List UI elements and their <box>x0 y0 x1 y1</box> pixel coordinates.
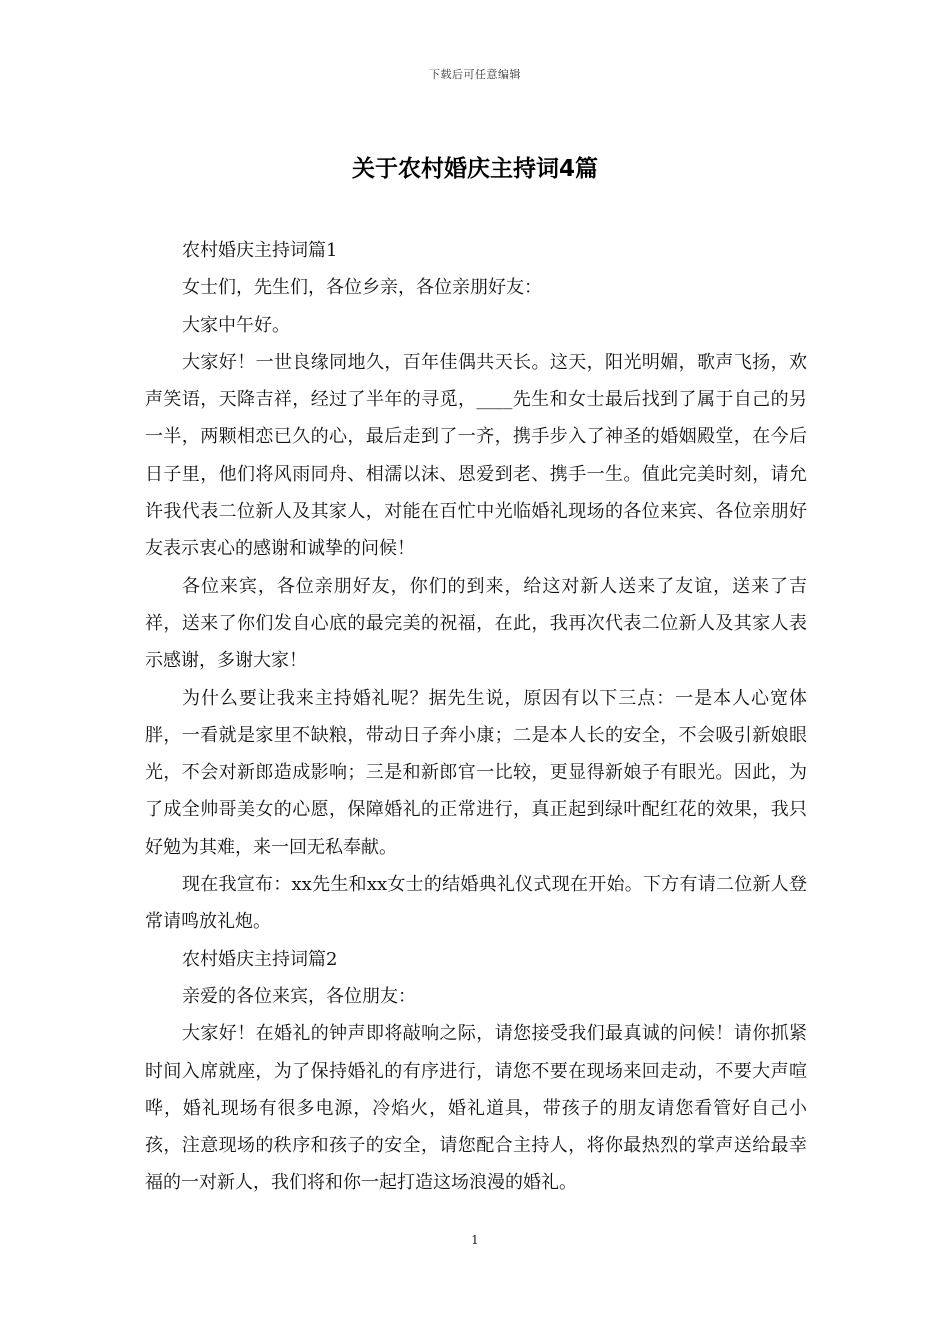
body-paragraph: 大家好！一世良缘同地久，百年佳偶共天长。这天，阳光明媚，歌声飞扬，欢声笑语，天降吉祥，经过了半年的寻觅，____先生和女士最后找到了属于自己的另一半，两颗相恋已久的心，最后走到了一齐，携手步入了神圣的婚姻殿堂，在今后日子里，他们将风雨同舟、相濡以沫、恩爱到老、携手一生。值此完美时刻，请允许我代表二位新人及其家人，对能在百忙中光临婚礼现场的各位来宾、各位亲朋好友表示衷心的感谢和诚挚的问候！ <box>145 351 807 560</box>
document-title: 关于农村婚庆主持词4篇 <box>351 156 598 182</box>
page-number: 1 <box>471 1233 479 1247</box>
salutation-paragraph: 女士们，先生们，各位乡亲，各位亲朋好友： <box>182 277 542 299</box>
header-note: 下载后可任意编辑 <box>429 68 521 81</box>
body-paragraph: 各位来宾，各位亲朋好友，你们的到来，给这对新人送来了友谊，送来了吉祥，送来了你们发自心底的最完美的祝福，在此，我再次代表二位新人及其家人表示感谢，多谢大家！ <box>145 575 807 672</box>
body-paragraph: 大家好！在婚礼的钟声即将敲响之际，请您接受我们最真诚的问候！请你抓紧时间入席就座，为了保持婚礼的有序进行，请您不要在现场来回走动，不要大声喧哗，婚礼现场有很多电源，冷焰火，婚礼道具，带孩子的朋友请您看管好自己小孩，注意现场的秩序和孩子的安全，请您配合主持人，将你最热烈的掌声送给最幸福的一对新人，我们将和你一起打造这场浪漫的婚礼。 <box>145 1023 807 1194</box>
greeting-paragraph: 大家中午好。 <box>182 314 290 336</box>
section-heading-2: 农村婚庆主持词篇2 <box>182 948 338 970</box>
salutation-paragraph: 亲爱的各位来宾，各位朋友： <box>182 985 416 1007</box>
body-paragraph: 现在我宣布：xx先生和xx女士的结婚典礼仪式现在开始。下方有请二位新人登常请鸣放礼炮。 <box>145 874 807 933</box>
section-heading-1: 农村婚庆主持词篇1 <box>182 240 338 261</box>
document-body <box>145 232 807 1202</box>
body-paragraph: 为什么要让我来主持婚礼呢？据先生说，原因有以下三点：一是本人心宽体胖，一看就是家里不缺粮，带动日子奔小康；二是本人长的安全，不会吸引新娘眼光，不会对新郎造成影响；三是和新郎官一比较，更显得新娘子有眼光。因此，为了成全帅哥美女的心愿，保障婚礼的正常进行，真正起到绿叶配红花的效果，我只好勉为其难，来一回无私奉献。 <box>145 687 807 858</box>
